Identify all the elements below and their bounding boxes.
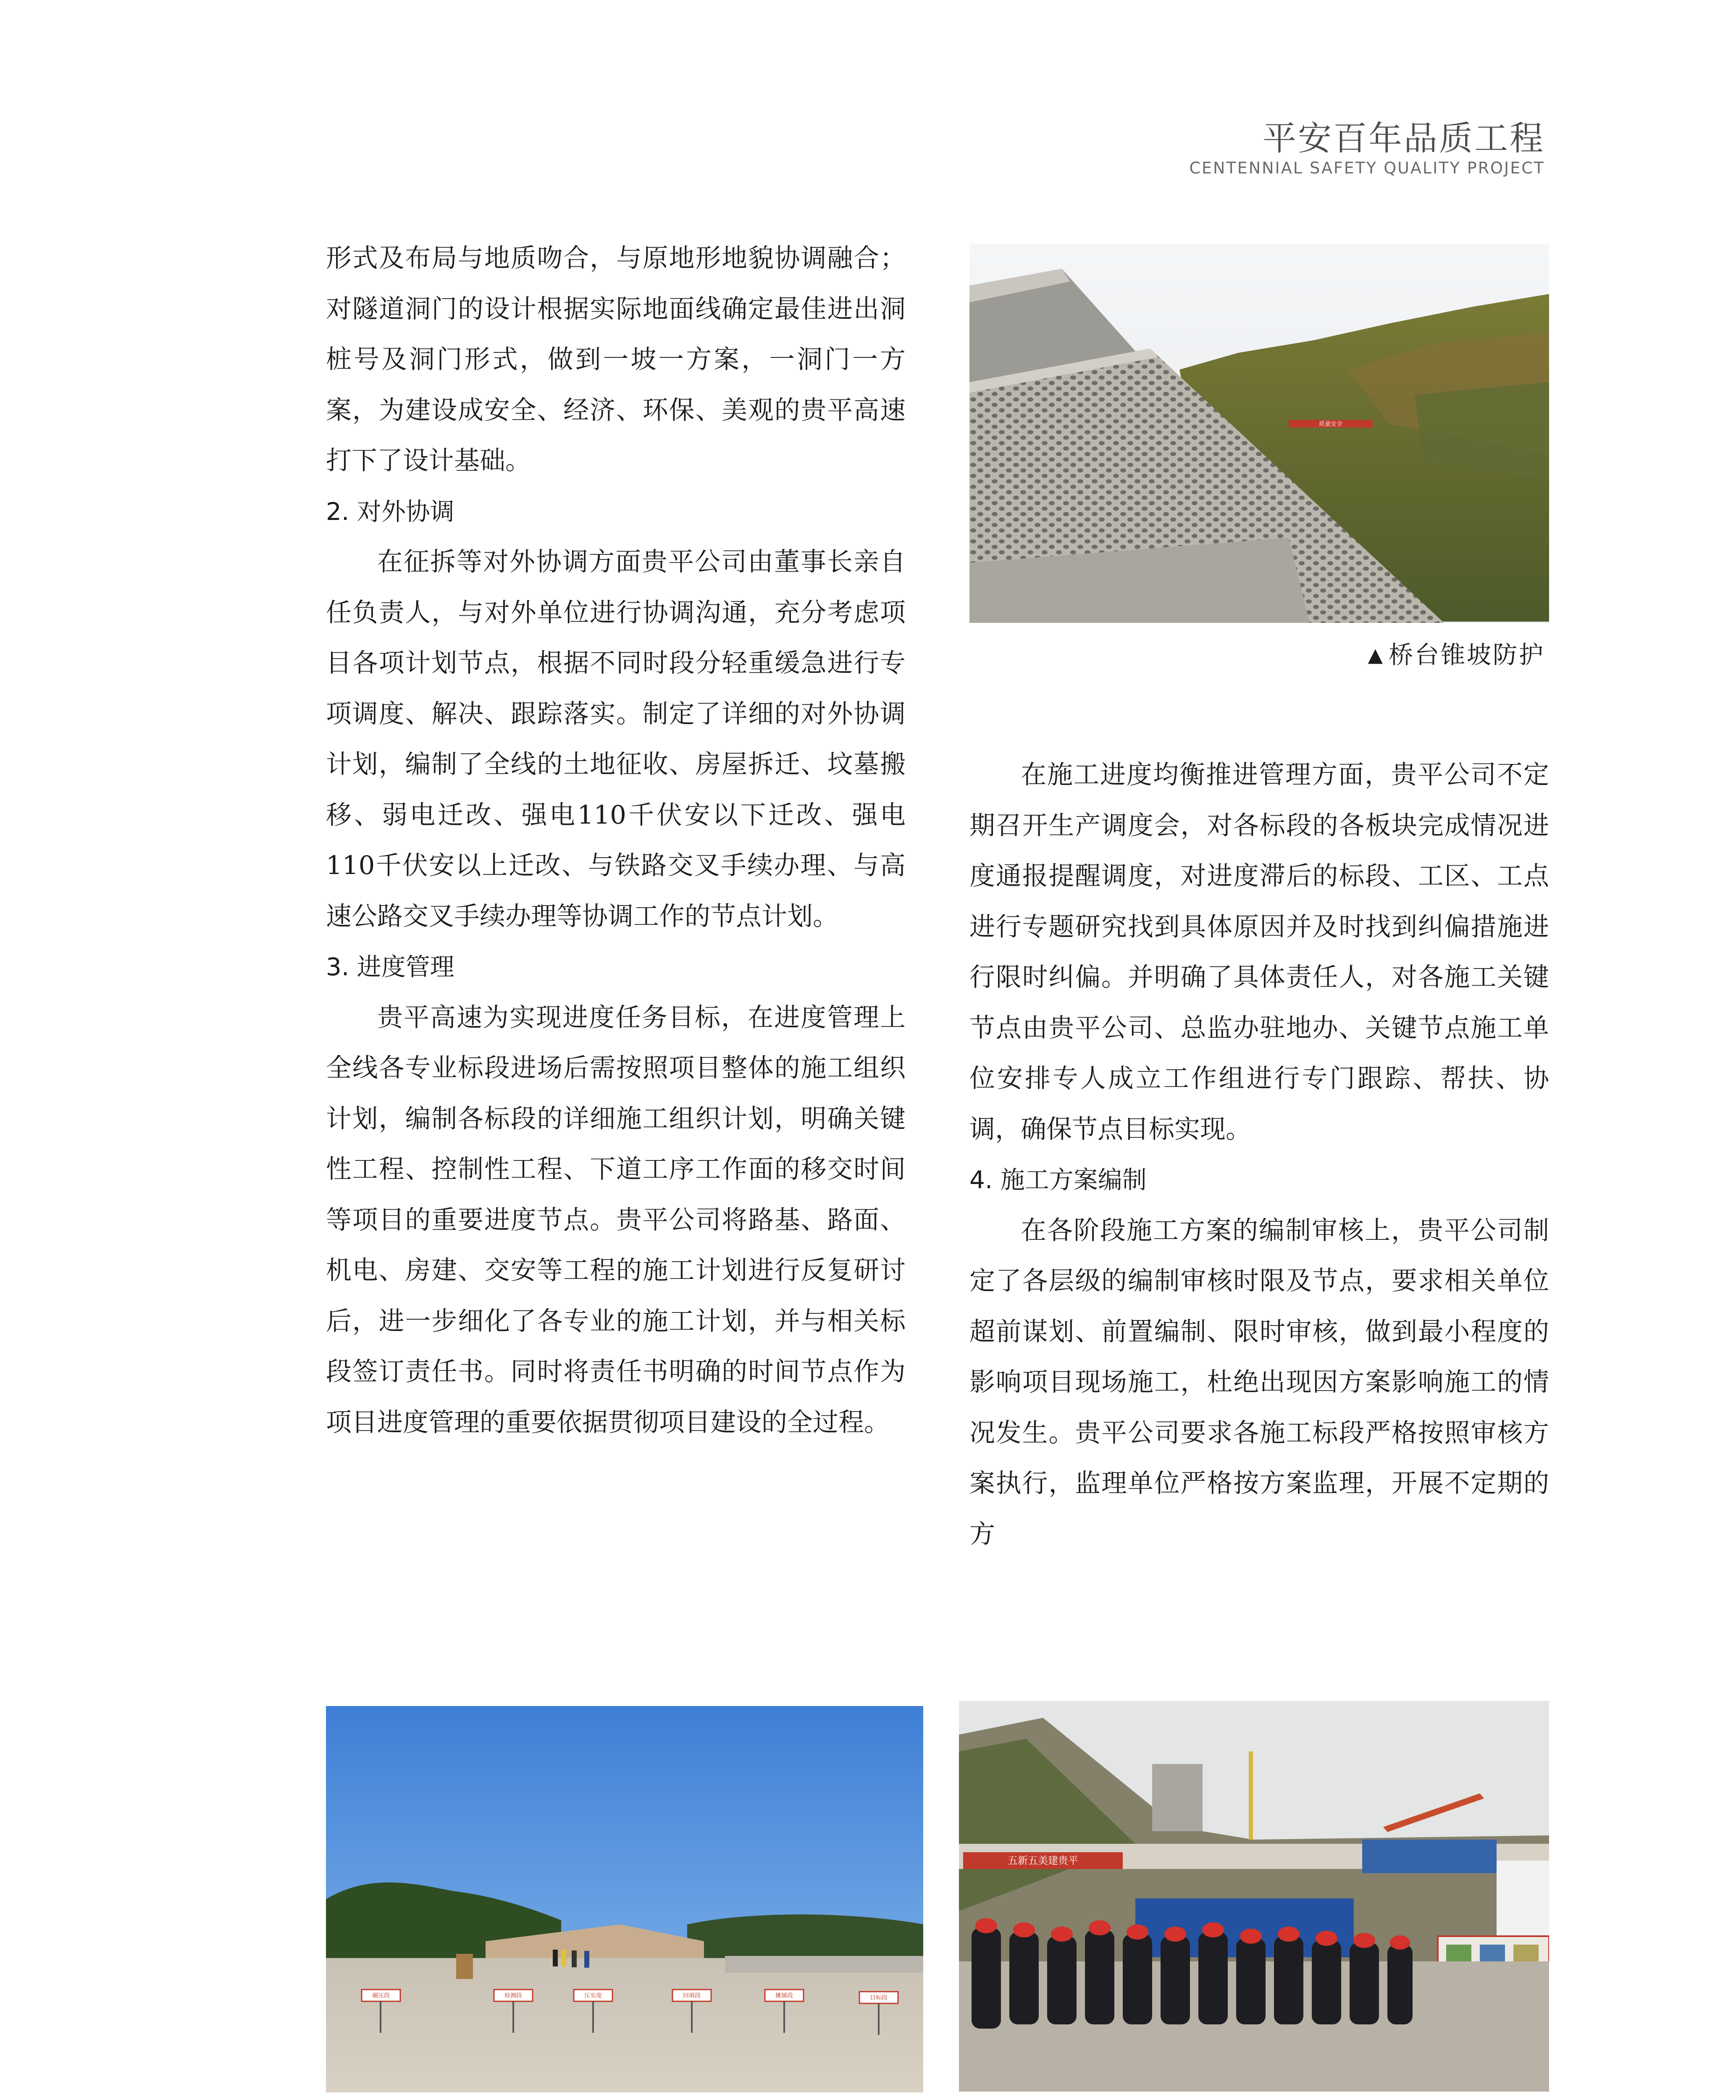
left-text-column [326,233,906,1448]
sign-label: 摊铺段 [775,1992,793,1999]
observation-banner-text: 五新五美建贵平 [1008,1855,1078,1866]
paragraph: 在施工进度均衡推进管理方面，贵平公司不定期召开生产调度会，对各标段的各板块完成情况进度通报提醒调度，对进度滞后的标段、工区、工点进行专题研究找到具体原因并及时找到纠偏措施进行限时纠偏。并明确了具体责任人，对各施工关键节点由贵平公司、总监办驻地办、关键节点施工单位安排专人成立工作组进行专门跟踪、帮扶、协调，确保节点目标实现。 [969,760,1549,1144]
bridge-slope-caption [1368,635,1545,670]
bridge-slope-photo [969,244,1549,623]
sign-label: 压实度 [584,1992,602,1999]
sign-label: 检测段 [504,1992,522,1999]
running-header-title: 平安百年品质工程 [1263,119,1545,158]
right-text-column [969,750,1549,1559]
paragraph: 在各阶段施工方案的编制审核上，贵平公司制定了各层级的编制审核时限及节点，要求相关单位超前谋划、前置编制、限时审核，做到最小程度的影响项目现场施工，杜绝出现因方案影响施工的情况发生。贵平公司要求各施工标段严格按照审核方案执行，监理单位严格按方案监理，开展不定期的方 [969,1215,1549,1549]
caption-text: 桥台锥坡防护 [1388,640,1545,669]
slope-banner-text: 质量安全 [1319,421,1342,428]
running-header-subtitle: CENTENNIAL SAFETY QUALITY PROJECT [1189,159,1545,177]
sign-label: 目标段 [870,1995,888,2001]
caption-marker-icon: ▲ [1368,643,1384,666]
paragraph: 在征拆等对外协调方面贵平公司由董事长亲自任负责人，与对外单位进行协调沟通，充分考虑项目各项计划节点，根据不同时段分轻重缓急进行专项调度、解决、跟踪落实。制定了详细的对外协调计划，编制了全线的土地征收、房屋拆迁、坟墓搬移、弱电迁改、强电110千伏安以下迁改、强电110千伏安以上迁改、与铁路交叉手续办理、与高速公路交叉手续办理等协调工作的节点计划。 [326,547,906,931]
sign-label: 碾压段 [372,1992,390,1999]
paragraph: 贵平高速为实现进度任务目标，在进度管理上全线各专业标段进场后需按照项目整体的施工组织计划，编制各标段的详细施工组织计划，明确关键性工程、控制性工程、下道工序工作面的移交时间等项目的重要进度节点。贵平公司将路基、路面、机电、房建、交安等工程的施工计划进行反复研讨后，进一步细化了各专业的施工计划，并与相关标段签订责任书。同时将责任书明确的时间节点作为项目进度管理的重要依据贯彻项目建设的全过程。 [326,1002,906,1437]
section-heading: 4. 施工方案编制 [969,1166,1147,1194]
first-acceptance-photo [326,1706,923,2092]
section-heading: 2. 对外协调 [326,497,454,526]
paragraph: 形式及布局与地质吻合，与原地形地貌协调融合；对隧道洞门的设计根据实际地面线确定最佳进出洞桩号及洞门形式，做到一坡一方案，一洞门一方案，为建设成安全、经济、环保、美观的贵平高速打下了设计基础。 [326,243,906,475]
section-heading: 3. 进度管理 [326,953,454,981]
first-observation-photo [959,1701,1549,2092]
sign-label: 回填段 [683,1992,701,1999]
